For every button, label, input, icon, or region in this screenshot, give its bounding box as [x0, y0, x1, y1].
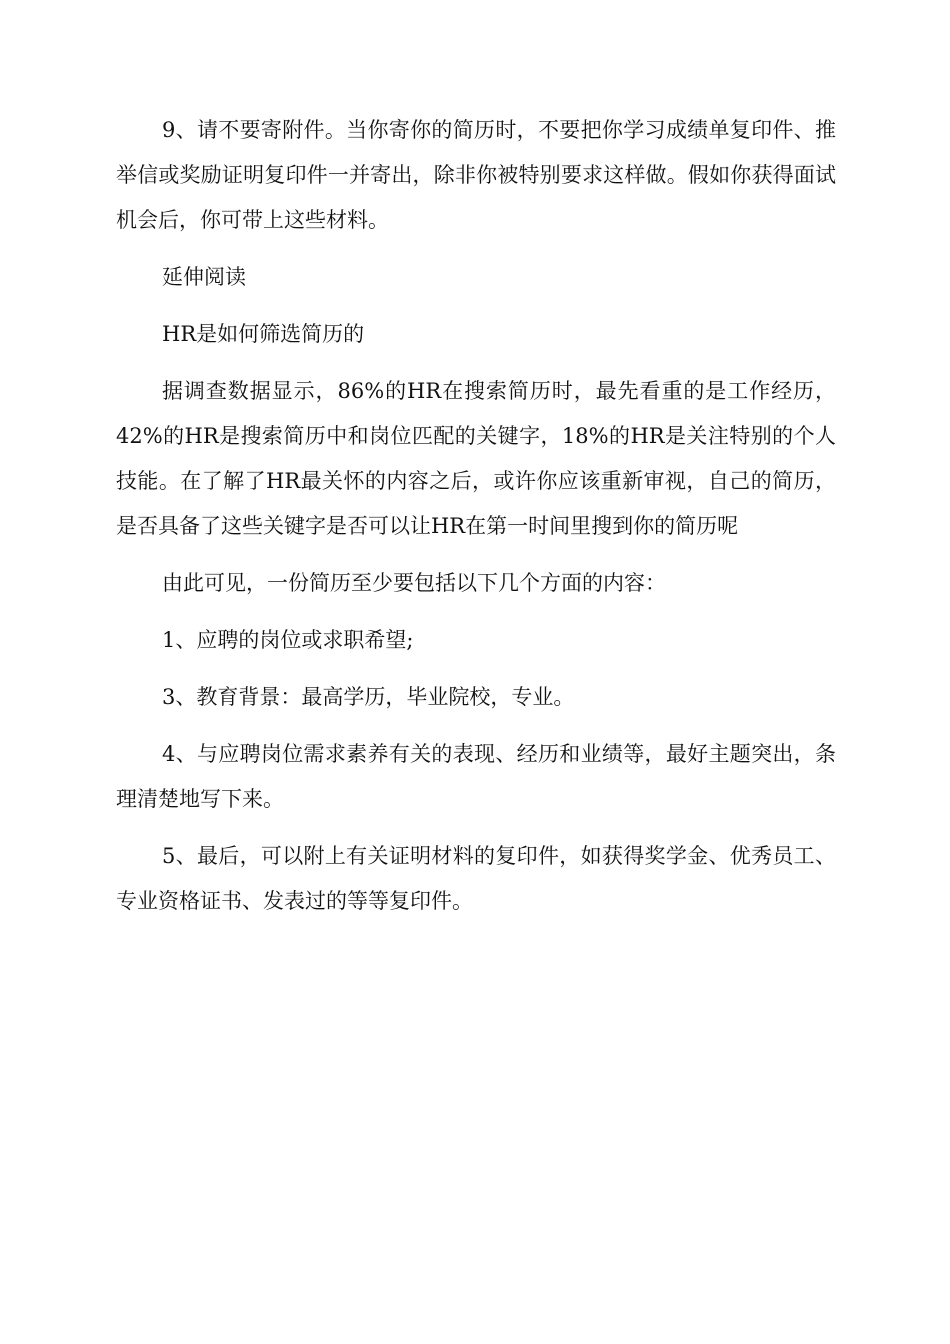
list-item-experience: 4、与应聘岗位需求素养有关的表现、经历和业绩等，最好主题突出，条理清楚地写下来。	[116, 742, 836, 811]
section-heading-extended-reading: 延伸阅读	[162, 265, 246, 289]
paragraph-survey-data: 据调查数据显示，86%的HR在搜索简历时，最先看重的是工作经历，42%的HR是搜索简历中和岗位匹配的关键字，18%的HR是关注特别的个人技能。在了解了HR最关怀的内容之后，或许你应该重新审视，自己的简历，是否具备了这些关键字是否可以让HR在第一时间里搜到你的简历呢	[116, 379, 836, 538]
list-item-position: 1、应聘的岗位或求职希望;	[162, 628, 414, 652]
paragraph-attachments-tip: 9、请不要寄附件。当你寄你的简历时，不要把你学习成绩单复印件、推举信或奖励证明复印件一并寄出，除非你被特别要求这样做。假如你获得面试机会后，你可带上这些材料。	[116, 118, 836, 232]
document-body	[116, 108, 836, 936]
section-subheading-hr-screening: HR是如何筛选简历的	[162, 322, 365, 346]
paragraph-resume-contents-intro: 由此可见，一份简历至少要包括以下几个方面的内容：	[162, 571, 666, 595]
list-item-certificates: 5、最后，可以附上有关证明材料的复印件，如获得奖学金、优秀员工、专业资格证书、发表过的等等复印件。	[116, 844, 836, 913]
list-item-education: 3、教育背景：最高学历，毕业院校，专业。	[162, 685, 575, 709]
